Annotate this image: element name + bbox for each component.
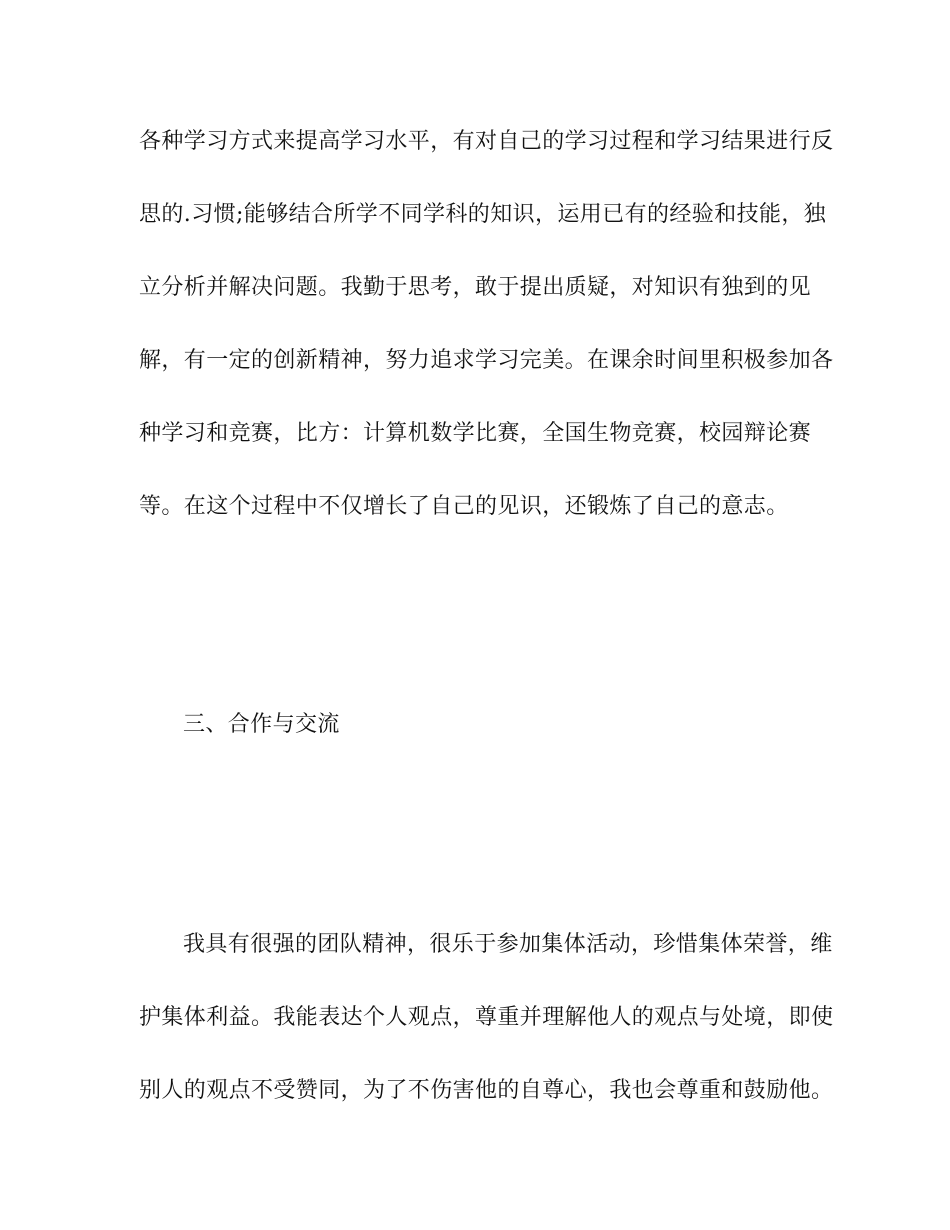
paragraph-2-line-3: 别人的观点不受赞同，为了不伤害他的自尊心，我也会尊重和鼓励他。 (139, 1078, 834, 1103)
paragraph-2-line-1: 我具有很强的团队精神，很乐于参加集体活动，珍惜集体荣誉，维 (183, 932, 833, 957)
paragraph-1-line-6: 等。在这个过程中不仅增长了自己的见识，还锻炼了自己的意志。 (139, 494, 789, 519)
section-heading: 三、合作与交流 (183, 712, 340, 737)
paragraph-1-line-2: 思的.习惯;能够结合所学不同学科的知识，运用已有的经验和技能，独 (139, 202, 827, 227)
paragraph-2-line-2: 护集体利益。我能表达个人观点，尊重并理解他人的观点与处境，即使 (139, 1005, 834, 1030)
paragraph-1-line-3: 立分析并解决问题。我勤于思考，敢于提出质疑，对知识有独到的见 (139, 275, 812, 300)
paragraph-1-line-5: 种学习和竞赛，比方：计算机数学比赛，全国生物竞赛，校园辩论赛 (139, 421, 812, 446)
paragraph-1-line-4: 解，有一定的创新精神，努力追求学习完美。在课余时间里积极参加各 (139, 348, 834, 373)
paragraph-1-line-1: 各种学习方式来提高学习水平，有对自己的学习过程和学习结果进行反 (139, 129, 834, 154)
